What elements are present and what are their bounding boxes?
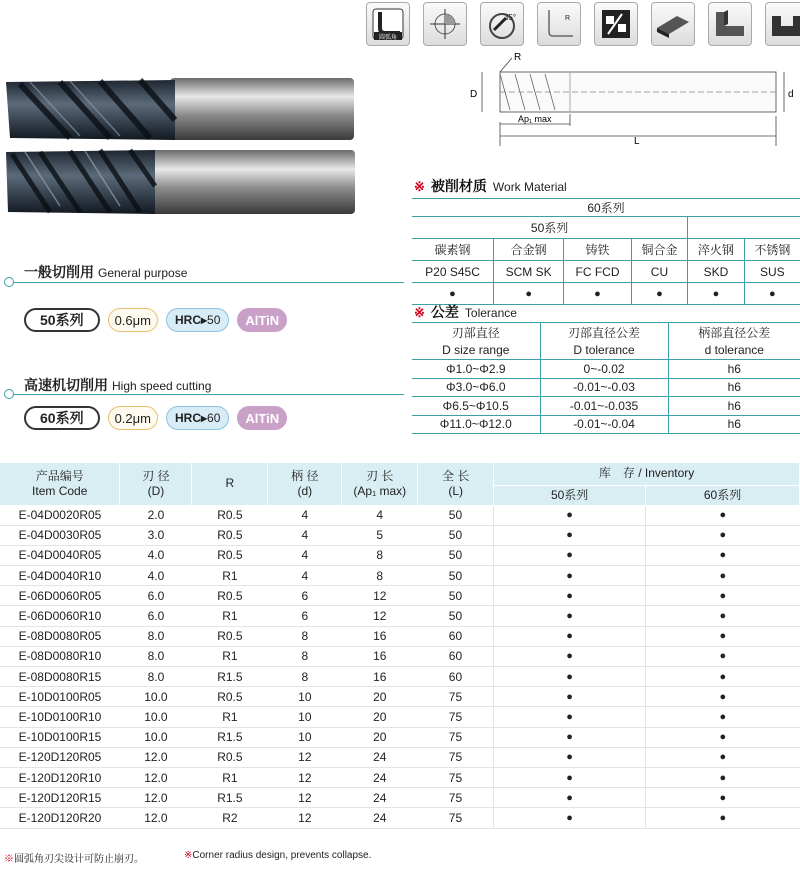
diameter: 6.0 [120, 586, 192, 606]
note-mark: ※ [414, 305, 425, 320]
diameter: 4.0 [120, 566, 192, 586]
flute-length: 12 [342, 586, 418, 606]
footnote-mark: ※ [4, 854, 14, 865]
tol-header-cn: 刃部直径公差 [540, 323, 668, 342]
stock-60: ● [646, 687, 800, 707]
material-mark: ● [564, 283, 631, 305]
diagram-D: D [470, 89, 478, 100]
item-code: E-06D0060R10 [0, 606, 120, 626]
table-row [0, 707, 800, 727]
corner-radius-icon [366, 2, 410, 46]
material-code: CU [631, 261, 687, 283]
total-length: 50 [418, 606, 494, 626]
diameter: 10.0 [120, 687, 192, 707]
stock-60: ● [646, 646, 800, 666]
stock-60: ● [646, 586, 800, 606]
header-series50: 50系列 [494, 485, 646, 505]
flute-length: 20 [342, 727, 418, 747]
radius: R0.5 [192, 586, 268, 606]
item-code: E-04D0020R05 [0, 505, 120, 525]
stock-60: ● [646, 727, 800, 747]
item-code: E-06D0060R05 [0, 586, 120, 606]
stock-50: ● [494, 586, 646, 606]
tol-D: 0~-0.02 [540, 360, 668, 379]
stock-50: ● [494, 626, 646, 646]
radius: R0.5 [192, 525, 268, 545]
shank-diameter: 4 [268, 525, 342, 545]
tol-range: Φ6.5~Φ10.5 [412, 397, 540, 416]
stock-50: ● [494, 727, 646, 747]
item-code: E-04D0040R10 [0, 566, 120, 586]
tol-range: Φ3.0~Φ6.0 [412, 378, 540, 397]
material-cn: 铜合金 [631, 239, 687, 261]
helix-35-icon [480, 2, 524, 46]
radius: R1.5 [192, 788, 268, 808]
tol-d: h6 [668, 378, 800, 397]
diameter: 3.0 [120, 525, 192, 545]
tol-header-en: d tolerance [668, 341, 800, 360]
item-code: E-08D0080R05 [0, 626, 120, 646]
tol-D: -0.01~-0.04 [540, 415, 668, 434]
roughness-badge: 0.2μm [108, 406, 158, 430]
total-length: 50 [418, 505, 494, 525]
shank-diameter: 8 [268, 626, 342, 646]
table-row [0, 606, 800, 626]
high-speed-heading [24, 375, 211, 395]
stock-60: ● [646, 626, 800, 646]
corner-icon-label: 圆弧角 [378, 35, 398, 41]
hrc-label: HRC▸ [174, 411, 208, 425]
stock-50: ● [494, 525, 646, 545]
radius: R0.5 [192, 545, 268, 565]
radius: R0.5 [192, 747, 268, 767]
table-row [0, 667, 800, 687]
radius: R1 [192, 646, 268, 666]
tolerance-title-en: Tolerance [464, 306, 517, 320]
footnote-en-text: Corner radius design, prevents collapse. [192, 850, 372, 861]
item-code: E-120D120R10 [0, 767, 120, 787]
diameter: 2.0 [120, 505, 192, 525]
stock-50: ● [494, 747, 646, 767]
diagram-d: d [788, 89, 794, 100]
material-code: FC FCD [564, 261, 631, 283]
slot-icon [651, 2, 695, 46]
stock-50: ● [494, 707, 646, 727]
table-row [0, 545, 800, 565]
flute-length: 16 [342, 646, 418, 666]
stock-60: ● [646, 747, 800, 767]
material-mark: ● [412, 283, 494, 305]
series-badge: 60系列 [24, 406, 100, 430]
header-diameter [120, 463, 192, 505]
item-code: E-120D120R05 [0, 747, 120, 767]
total-length: 50 [418, 566, 494, 586]
flute-length: 24 [342, 788, 418, 808]
diameter: 10.0 [120, 707, 192, 727]
flute-length: 24 [342, 747, 418, 767]
header-code-en: Item Code [32, 483, 88, 498]
tol-header-cn: 刃部直径 [412, 323, 540, 342]
footnote-mark: ※ [184, 850, 193, 861]
material-cn: 碳素钢 [412, 239, 494, 261]
stock-60: ● [646, 505, 800, 525]
shank-diameter: 8 [268, 646, 342, 666]
roughness-badge: 0.6μm [108, 308, 158, 332]
product-table [0, 463, 800, 829]
table-row [0, 788, 800, 808]
table-row [0, 566, 800, 586]
bullet-circle [4, 277, 14, 287]
shank-diameter: 12 [268, 788, 342, 808]
highspeed-badges [24, 406, 287, 430]
total-length: 50 [418, 545, 494, 565]
end-mill-4-flute-image [0, 146, 360, 226]
radius: R1 [192, 606, 268, 626]
work-material-heading [414, 176, 567, 196]
tol-D: -0.01~-0.03 [540, 378, 668, 397]
tol-range: Φ11.0~Φ12.0 [412, 415, 540, 434]
total-length: 75 [418, 808, 494, 828]
bullet-circle [4, 389, 14, 399]
header-dia-cn: 刃 径 [142, 468, 170, 483]
highspeed-title-en: High speed cutting [112, 379, 212, 393]
radius-icon-label: R [565, 15, 571, 22]
stock-50: ● [494, 788, 646, 808]
footnote-en [184, 850, 371, 861]
header-series60: 60系列 [646, 485, 800, 505]
step-icon [708, 2, 752, 46]
header-len-en: (Ap₁ max) [353, 483, 407, 498]
tol-d: h6 [668, 397, 800, 416]
material-cn: 淬火钢 [688, 239, 744, 261]
shank-diameter: 12 [268, 808, 342, 828]
shank-diameter: 8 [268, 667, 342, 687]
diameter: 10.0 [120, 727, 192, 747]
radius: R1 [192, 707, 268, 727]
radius: R1 [192, 566, 268, 586]
coating-icon [594, 2, 638, 46]
stock-50: ● [494, 767, 646, 787]
dimension-diagram [470, 50, 800, 150]
total-length: 75 [418, 727, 494, 747]
item-code: E-120D120R20 [0, 808, 120, 828]
flute-length: 8 [342, 545, 418, 565]
tol-d: h6 [668, 415, 800, 434]
stock-50: ● [494, 667, 646, 687]
shank-diameter: 12 [268, 747, 342, 767]
header-total-en: (L) [448, 483, 464, 498]
header-len-cn: 刃 长 [366, 468, 394, 483]
radius: R0.5 [192, 505, 268, 525]
flute-length: 24 [342, 767, 418, 787]
table-row [0, 727, 800, 747]
header-item-code [0, 463, 120, 505]
flute-length: 4 [342, 505, 418, 525]
diameter: 4.0 [120, 545, 192, 565]
total-length: 75 [418, 767, 494, 787]
shank-diameter: 4 [268, 566, 342, 586]
divider [8, 282, 404, 283]
stock-60: ● [646, 767, 800, 787]
header-shank [268, 463, 342, 505]
helix-icon-label: 35° [503, 13, 517, 22]
radius: R2 [192, 808, 268, 828]
flute-length: 16 [342, 667, 418, 687]
general-purpose-heading [24, 262, 187, 282]
stock-50: ● [494, 606, 646, 626]
item-code: E-10D0100R10 [0, 707, 120, 727]
diameter: 6.0 [120, 606, 192, 626]
footnote-cn-text: 圆弧角刃尖设计可防止崩刃。 [14, 854, 144, 865]
product-table-body [0, 505, 800, 828]
header-length [342, 463, 418, 505]
header-shank-en: (d) [297, 483, 313, 498]
total-length: 75 [418, 747, 494, 767]
material-code: SKD [688, 261, 744, 283]
radius: R0.5 [192, 626, 268, 646]
total-length: 50 [418, 525, 494, 545]
header-dia-en: (D) [147, 483, 165, 498]
series50-header: 50系列 [412, 217, 688, 239]
work-material-title-en: Work Material [492, 180, 567, 194]
material-cn: 铸铁 [564, 239, 631, 261]
total-length: 75 [418, 707, 494, 727]
tol-header-en: D tolerance [540, 341, 668, 360]
tolerance-title-cn: 公差 [430, 304, 459, 320]
table-row [0, 626, 800, 646]
table-row [0, 767, 800, 787]
header-total-cn: 全 长 [442, 468, 470, 483]
coating-badge: AlTiN [237, 308, 287, 332]
diameter: 8.0 [120, 646, 192, 666]
item-code: E-10D0100R15 [0, 727, 120, 747]
diameter: 8.0 [120, 626, 192, 646]
shank-diameter: 10 [268, 687, 342, 707]
stock-50: ● [494, 808, 646, 828]
header-inventory: 库 存 / Inventory [494, 463, 800, 485]
item-code: E-10D0100R05 [0, 687, 120, 707]
center-cutting-icon [423, 2, 467, 46]
end-mill-2-flute-image [0, 72, 360, 150]
diameter: 12.0 [120, 808, 192, 828]
shank-diameter: 12 [268, 767, 342, 787]
series-badge: 50系列 [24, 308, 100, 332]
radius: R1.5 [192, 667, 268, 687]
tol-range: Φ1.0~Φ2.9 [412, 360, 540, 379]
diagram-Ap: Ap₁ max [518, 114, 552, 124]
stock-60: ● [646, 667, 800, 687]
table-row [0, 808, 800, 828]
series60-header: 60系列 [412, 199, 800, 217]
item-code: E-120D120R15 [0, 788, 120, 808]
work-material-table [412, 198, 800, 305]
diameter: 8.0 [120, 667, 192, 687]
flute-length: 12 [342, 606, 418, 626]
total-length: 60 [418, 626, 494, 646]
table-row [0, 505, 800, 525]
header-total [418, 463, 494, 505]
shank-diameter: 4 [268, 505, 342, 525]
hrc-badge [166, 406, 229, 430]
total-length: 60 [418, 646, 494, 666]
flute-length: 16 [342, 626, 418, 646]
divider [8, 394, 404, 395]
total-length: 75 [418, 788, 494, 808]
radius: R0.5 [192, 687, 268, 707]
material-code: P20 S45C [412, 261, 494, 283]
highspeed-title-cn: 高速机切削用 [24, 377, 108, 393]
table-row [0, 687, 800, 707]
hrc-value: 50 [207, 313, 221, 327]
note-mark: ※ [414, 179, 425, 194]
radius-r-icon [537, 2, 581, 46]
diagram-L: L [634, 136, 640, 147]
tolerance-table [412, 322, 800, 434]
table-row [0, 646, 800, 666]
stock-60: ● [646, 707, 800, 727]
radius: R1 [192, 767, 268, 787]
diameter: 12.0 [120, 788, 192, 808]
stock-60: ● [646, 606, 800, 626]
diameter: 12.0 [120, 767, 192, 787]
flute-length: 20 [342, 687, 418, 707]
stock-60: ● [646, 545, 800, 565]
tolerance-heading [414, 302, 517, 322]
item-code: E-08D0080R10 [0, 646, 120, 666]
shank-diameter: 6 [268, 586, 342, 606]
item-code: E-08D0080R15 [0, 667, 120, 687]
table-row [0, 747, 800, 767]
table-row [0, 586, 800, 606]
shank-diameter: 10 [268, 707, 342, 727]
header-r: R [192, 463, 268, 505]
flute-length: 20 [342, 707, 418, 727]
hrc-label: HRC▸ [174, 313, 208, 327]
total-length: 50 [418, 586, 494, 606]
general-title-cn: 一般切削用 [24, 264, 94, 280]
work-material-title-cn: 被削材质 [430, 178, 487, 194]
tol-header-cn: 柄部直径公差 [668, 323, 800, 342]
coating-badge: AlTiN [237, 406, 287, 430]
stock-50: ● [494, 566, 646, 586]
total-length: 60 [418, 667, 494, 687]
header-code-cn: 产品编号 [35, 468, 84, 483]
stock-50: ● [494, 545, 646, 565]
material-mark: ● [744, 283, 800, 305]
material-mark: ● [494, 283, 564, 305]
stock-60: ● [646, 525, 800, 545]
stock-60: ● [646, 808, 800, 828]
flute-length: 5 [342, 525, 418, 545]
flute-length: 8 [342, 566, 418, 586]
item-code: E-04D0040R05 [0, 545, 120, 565]
material-cn: 不锈钢 [744, 239, 800, 261]
tol-D: -0.01~-0.035 [540, 397, 668, 416]
general-title-en: General purpose [98, 266, 188, 280]
diagram-R: R [514, 52, 522, 63]
stock-50: ● [494, 505, 646, 525]
footnote-cn [4, 850, 144, 865]
stock-60: ● [646, 566, 800, 586]
flute-length: 24 [342, 808, 418, 828]
shank-diameter: 4 [268, 545, 342, 565]
hrc-value: 60 [207, 411, 221, 425]
stock-60: ● [646, 788, 800, 808]
stock-50: ● [494, 687, 646, 707]
total-length: 75 [418, 687, 494, 707]
shank-diameter: 10 [268, 727, 342, 747]
hrc-badge [166, 308, 229, 332]
feature-icons [366, 2, 800, 46]
tol-header-en: D size range [412, 341, 540, 360]
shank-diameter: 6 [268, 606, 342, 626]
table-row [0, 525, 800, 545]
header-shank-cn: 柄 径 [291, 468, 319, 483]
groove-icon [765, 2, 800, 46]
tol-d: h6 [668, 360, 800, 379]
general-badges [24, 308, 287, 332]
stock-50: ● [494, 646, 646, 666]
material-mark: ● [688, 283, 744, 305]
item-code: E-04D0030R05 [0, 525, 120, 545]
material-cn: 合金钢 [494, 239, 564, 261]
diameter: 12.0 [120, 747, 192, 767]
radius: R1.5 [192, 727, 268, 747]
material-code: SUS [744, 261, 800, 283]
material-code: SCM SK [494, 261, 564, 283]
material-mark: ● [631, 283, 687, 305]
